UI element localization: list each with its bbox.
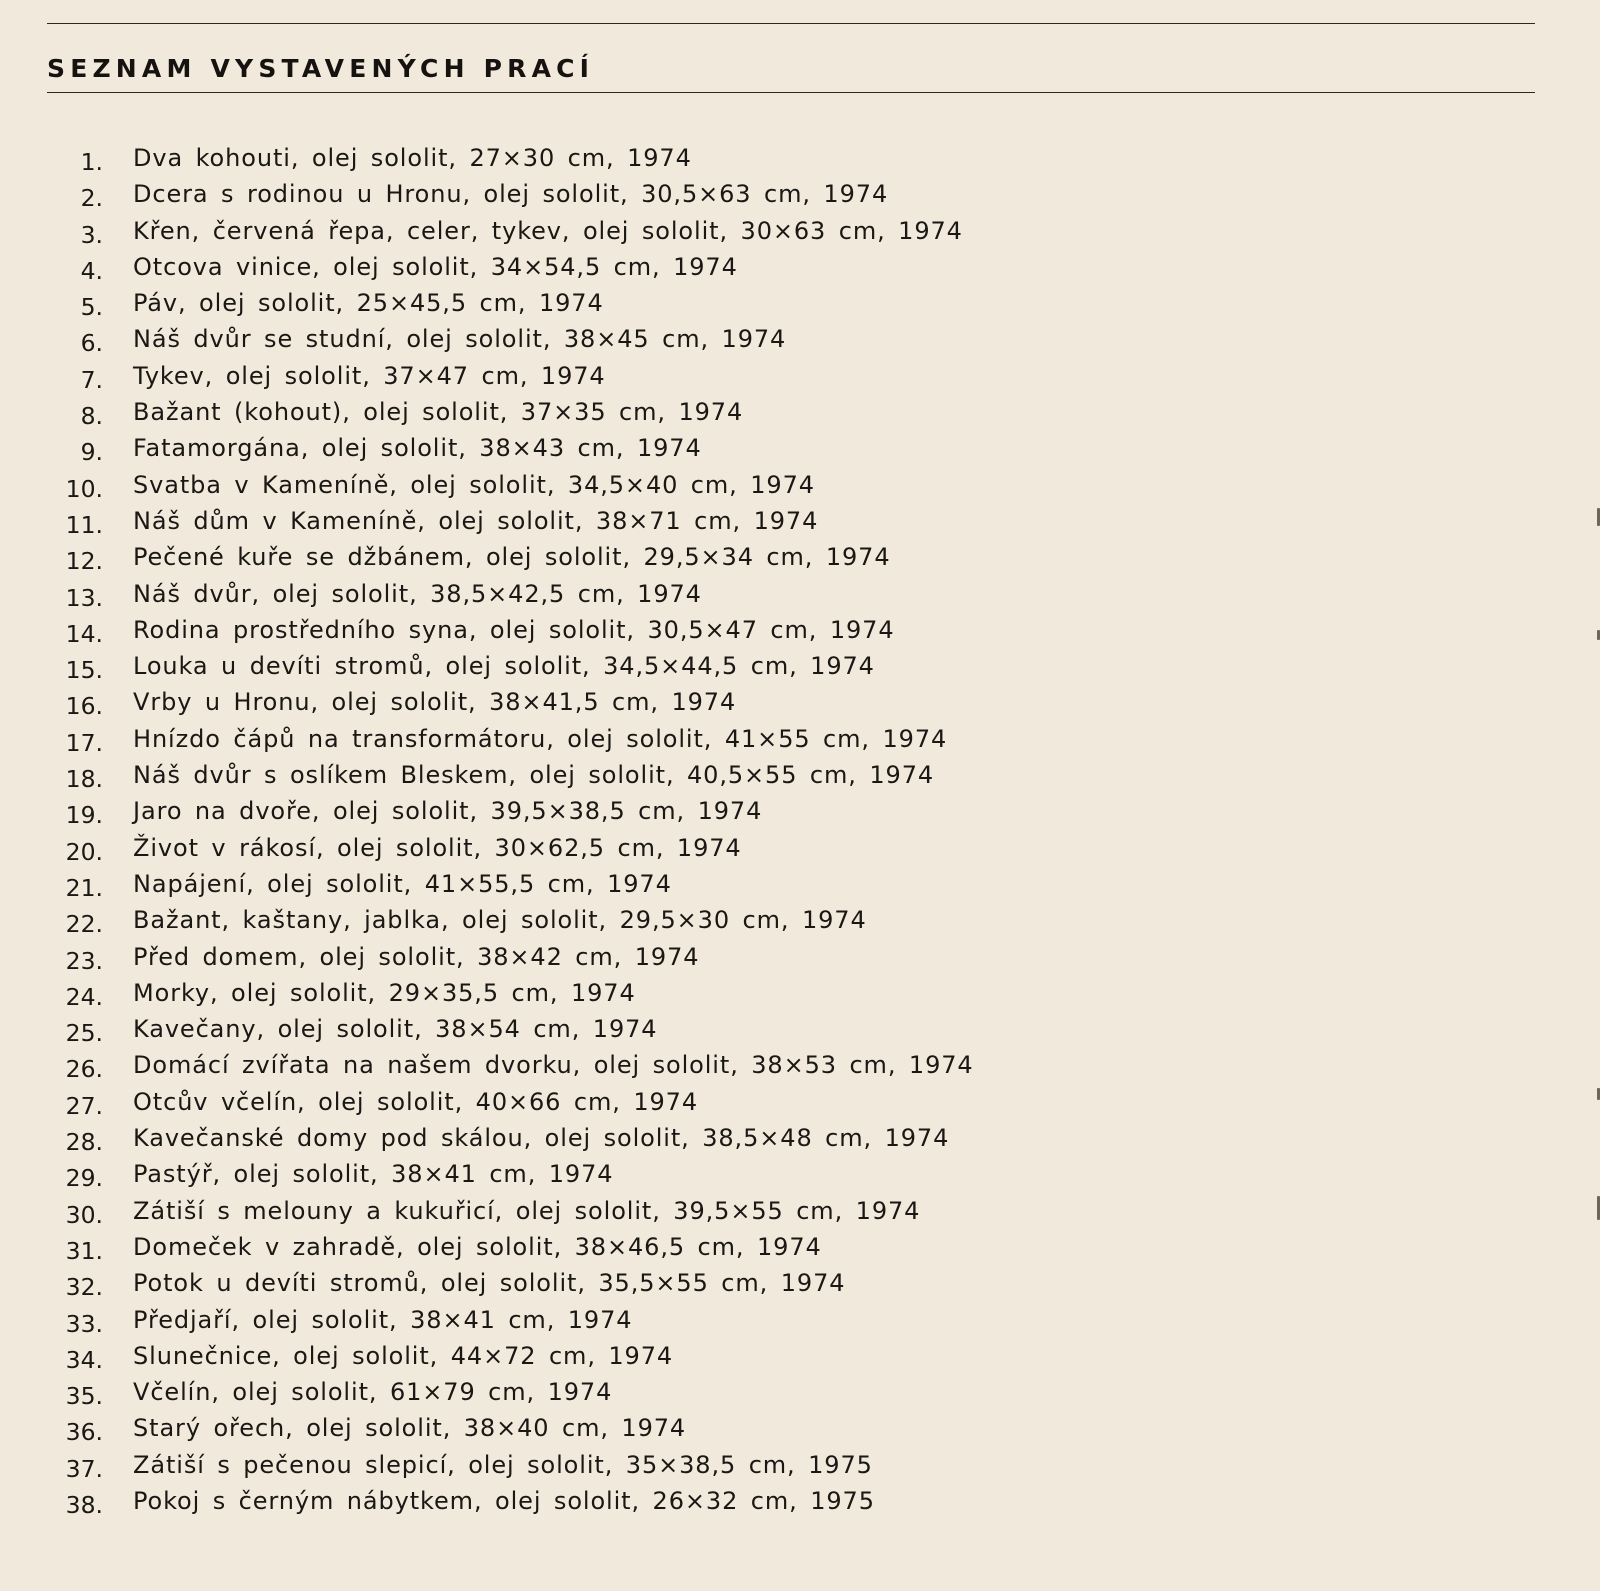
item-number: 6. bbox=[80, 329, 103, 358]
item-number: 38. bbox=[65, 1490, 103, 1519]
list-item bbox=[0, 722, 1050, 758]
item-number: 8. bbox=[80, 402, 103, 431]
list-item bbox=[0, 1266, 1050, 1302]
list-item bbox=[0, 1157, 1050, 1193]
heading-underline-rule bbox=[47, 92, 1535, 93]
item-title: Pokoj s černým nábytkem, olej sololit, 26×32 cm, 1975 bbox=[133, 1486, 875, 1515]
item-number: 5. bbox=[80, 293, 103, 322]
list-item bbox=[0, 1484, 1050, 1520]
top-rule bbox=[47, 23, 1535, 24]
item-number: 23. bbox=[65, 946, 103, 975]
item-title: Otcův včelín, olej sololit, 40×66 cm, 1974 bbox=[133, 1087, 698, 1116]
list-item bbox=[0, 1411, 1050, 1447]
list-item bbox=[0, 831, 1050, 867]
item-title: Před domem, olej sololit, 38×42 cm, 1974 bbox=[133, 942, 700, 971]
item-title: Rodina prostředního syna, olej sololit, 30,5×47 cm, 1974 bbox=[133, 615, 895, 644]
item-number: 32. bbox=[65, 1273, 103, 1302]
item-title: Kavečanské domy pod skálou, olej sololit, 38,5×48 cm, 1974 bbox=[133, 1124, 950, 1153]
item-title: Domeček v zahradě, olej sololit, 38×46,5 cm, 1974 bbox=[133, 1232, 822, 1261]
list-item bbox=[0, 286, 1050, 322]
list-item bbox=[0, 504, 1050, 540]
list-item bbox=[0, 1012, 1050, 1048]
item-number: 24. bbox=[65, 982, 103, 1011]
list-item bbox=[0, 1194, 1050, 1230]
item-title: Včelín, olej sololit, 61×79 cm, 1974 bbox=[133, 1378, 613, 1407]
exhibited-works-list bbox=[0, 141, 1050, 1520]
list-item bbox=[0, 250, 1050, 286]
item-title: Pastýř, olej sololit, 38×41 cm, 1974 bbox=[133, 1160, 614, 1189]
item-number: 17. bbox=[65, 728, 103, 757]
item-number: 35. bbox=[65, 1382, 103, 1411]
item-number: 4. bbox=[80, 256, 103, 285]
item-number: 29. bbox=[65, 1164, 103, 1193]
item-number: 21. bbox=[65, 873, 103, 902]
list-item bbox=[0, 468, 1050, 504]
list-item bbox=[0, 359, 1050, 395]
list-item bbox=[0, 940, 1050, 976]
item-number: 18. bbox=[65, 765, 103, 794]
list-item bbox=[0, 1048, 1050, 1084]
item-title: Dcera s rodinou u Hronu, olej sololit, 30,5×63 cm, 1974 bbox=[133, 180, 889, 209]
list-item bbox=[0, 685, 1050, 721]
item-title: Vrby u Hronu, olej sololit, 38×41,5 cm, 1974 bbox=[133, 688, 737, 717]
item-title: Hnízdo čápů na transformátoru, olej sololit, 41×55 cm, 1974 bbox=[133, 724, 948, 753]
item-title: Louka u devíti stromů, olej sololit, 34,5×44,5 cm, 1974 bbox=[133, 652, 875, 681]
item-number: 33. bbox=[65, 1309, 103, 1338]
item-title: Fatamorgána, olej sololit, 38×43 cm, 1974 bbox=[133, 434, 702, 463]
item-title: Dva kohouti, olej sololit, 27×30 cm, 1974 bbox=[133, 144, 692, 172]
item-number: 19. bbox=[65, 801, 103, 830]
list-item bbox=[0, 1339, 1050, 1375]
item-number: 34. bbox=[65, 1345, 103, 1374]
item-title: Bažant, kaštany, jablka, olej sololit, 29,5×30 cm, 1974 bbox=[133, 906, 867, 935]
item-title: Potok u devíti stromů, olej sololit, 35,5×55 cm, 1974 bbox=[133, 1269, 846, 1298]
list-item bbox=[0, 577, 1050, 613]
item-number: 2. bbox=[80, 184, 103, 213]
item-number: 15. bbox=[65, 656, 103, 685]
item-title: Páv, olej sololit, 25×45,5 cm, 1974 bbox=[133, 289, 604, 318]
list-item bbox=[0, 214, 1050, 250]
list-item bbox=[0, 1085, 1050, 1121]
list-item bbox=[0, 1230, 1050, 1266]
item-title: Tykev, olej sololit, 37×47 cm, 1974 bbox=[133, 361, 606, 390]
item-number: 30. bbox=[65, 1200, 103, 1229]
item-number: 20. bbox=[65, 837, 103, 866]
item-title: Jaro na dvoře, olej sololit, 39,5×38,5 cm, 1974 bbox=[133, 797, 763, 826]
item-number: 14. bbox=[65, 619, 103, 648]
list-item bbox=[0, 431, 1050, 467]
item-number: 3. bbox=[80, 220, 103, 249]
item-title: Starý ořech, olej sololit, 38×40 cm, 1974 bbox=[133, 1414, 687, 1443]
item-number: 36. bbox=[65, 1418, 103, 1447]
item-title: Morky, olej sololit, 29×35,5 cm, 1974 bbox=[133, 978, 636, 1007]
item-number: 9. bbox=[80, 438, 103, 467]
item-title: Otcova vinice, olej sololit, 34×54,5 cm, 1974 bbox=[133, 252, 738, 281]
list-item bbox=[0, 141, 1050, 177]
list-item bbox=[0, 794, 1050, 830]
list-item bbox=[0, 758, 1050, 794]
item-title: Kavečany, olej sololit, 38×54 cm, 1974 bbox=[133, 1015, 658, 1044]
item-title: Domácí zvířata na našem dvorku, olej sololit, 38×53 cm, 1974 bbox=[133, 1051, 974, 1080]
list-item bbox=[0, 177, 1050, 213]
item-title: Předjaří, olej sololit, 38×41 cm, 1974 bbox=[133, 1305, 633, 1334]
page-title: SEZNAM VYSTAVENÝCH PRACÍ bbox=[47, 54, 595, 83]
item-title: Náš dvůr, olej sololit, 38,5×42,5 cm, 1974 bbox=[133, 579, 702, 608]
item-title: Náš dvůr s oslíkem Bleskem, olej sololit, 40,5×55 cm, 1974 bbox=[133, 761, 935, 790]
item-number: 13. bbox=[65, 583, 103, 612]
item-title: Zátiší s pečenou slepicí, olej sololit, 35×38,5 cm, 1975 bbox=[133, 1450, 873, 1479]
item-number: 1. bbox=[80, 148, 103, 176]
item-number: 25. bbox=[65, 1019, 103, 1048]
item-number: 28. bbox=[65, 1128, 103, 1157]
item-title: Křen, červená řepa, celer, tykev, olej sololit, 30×63 cm, 1974 bbox=[133, 216, 963, 245]
item-number: 11. bbox=[65, 510, 103, 539]
item-title: Náš dům v Kameníně, olej sololit, 38×71 cm, 1974 bbox=[133, 506, 819, 535]
list-item bbox=[0, 322, 1050, 358]
item-number: 22. bbox=[65, 910, 103, 939]
item-number: 31. bbox=[65, 1236, 103, 1265]
item-title: Pečené kuře se džbánem, olej sololit, 29,5×34 cm, 1974 bbox=[133, 543, 891, 572]
item-number: 26. bbox=[65, 1055, 103, 1084]
item-number: 37. bbox=[65, 1454, 103, 1483]
list-item bbox=[0, 867, 1050, 903]
item-title: Náš dvůr se studní, olej sololit, 38×45 cm, 1974 bbox=[133, 325, 787, 354]
list-item bbox=[0, 1121, 1050, 1157]
item-title: Bažant (kohout), olej sololit, 37×35 cm, 1974 bbox=[133, 398, 744, 427]
list-item bbox=[0, 395, 1050, 431]
item-title: Slunečnice, olej sololit, 44×72 cm, 1974 bbox=[133, 1341, 674, 1370]
list-item bbox=[0, 1303, 1050, 1339]
item-number: 16. bbox=[65, 692, 103, 721]
item-number: 27. bbox=[65, 1091, 103, 1120]
item-title: Napájení, olej sololit, 41×55,5 cm, 1974 bbox=[133, 869, 672, 898]
list-item bbox=[0, 613, 1050, 649]
list-item bbox=[0, 540, 1050, 576]
list-item bbox=[0, 903, 1050, 939]
list-item bbox=[0, 1448, 1050, 1484]
item-title: Život v rákosí, olej sololit, 30×62,5 cm, 1974 bbox=[133, 833, 742, 862]
item-title: Zátiší s melouny a kukuřicí, olej sololit, 39,5×55 cm, 1974 bbox=[133, 1196, 921, 1225]
item-title: Svatba v Kameníně, olej sololit, 34,5×40 cm, 1974 bbox=[133, 470, 815, 499]
item-number: 7. bbox=[80, 365, 103, 394]
list-item bbox=[0, 1375, 1050, 1411]
item-number: 10. bbox=[65, 474, 103, 503]
item-number: 12. bbox=[65, 547, 103, 576]
list-item bbox=[0, 976, 1050, 1012]
list-item bbox=[0, 649, 1050, 685]
